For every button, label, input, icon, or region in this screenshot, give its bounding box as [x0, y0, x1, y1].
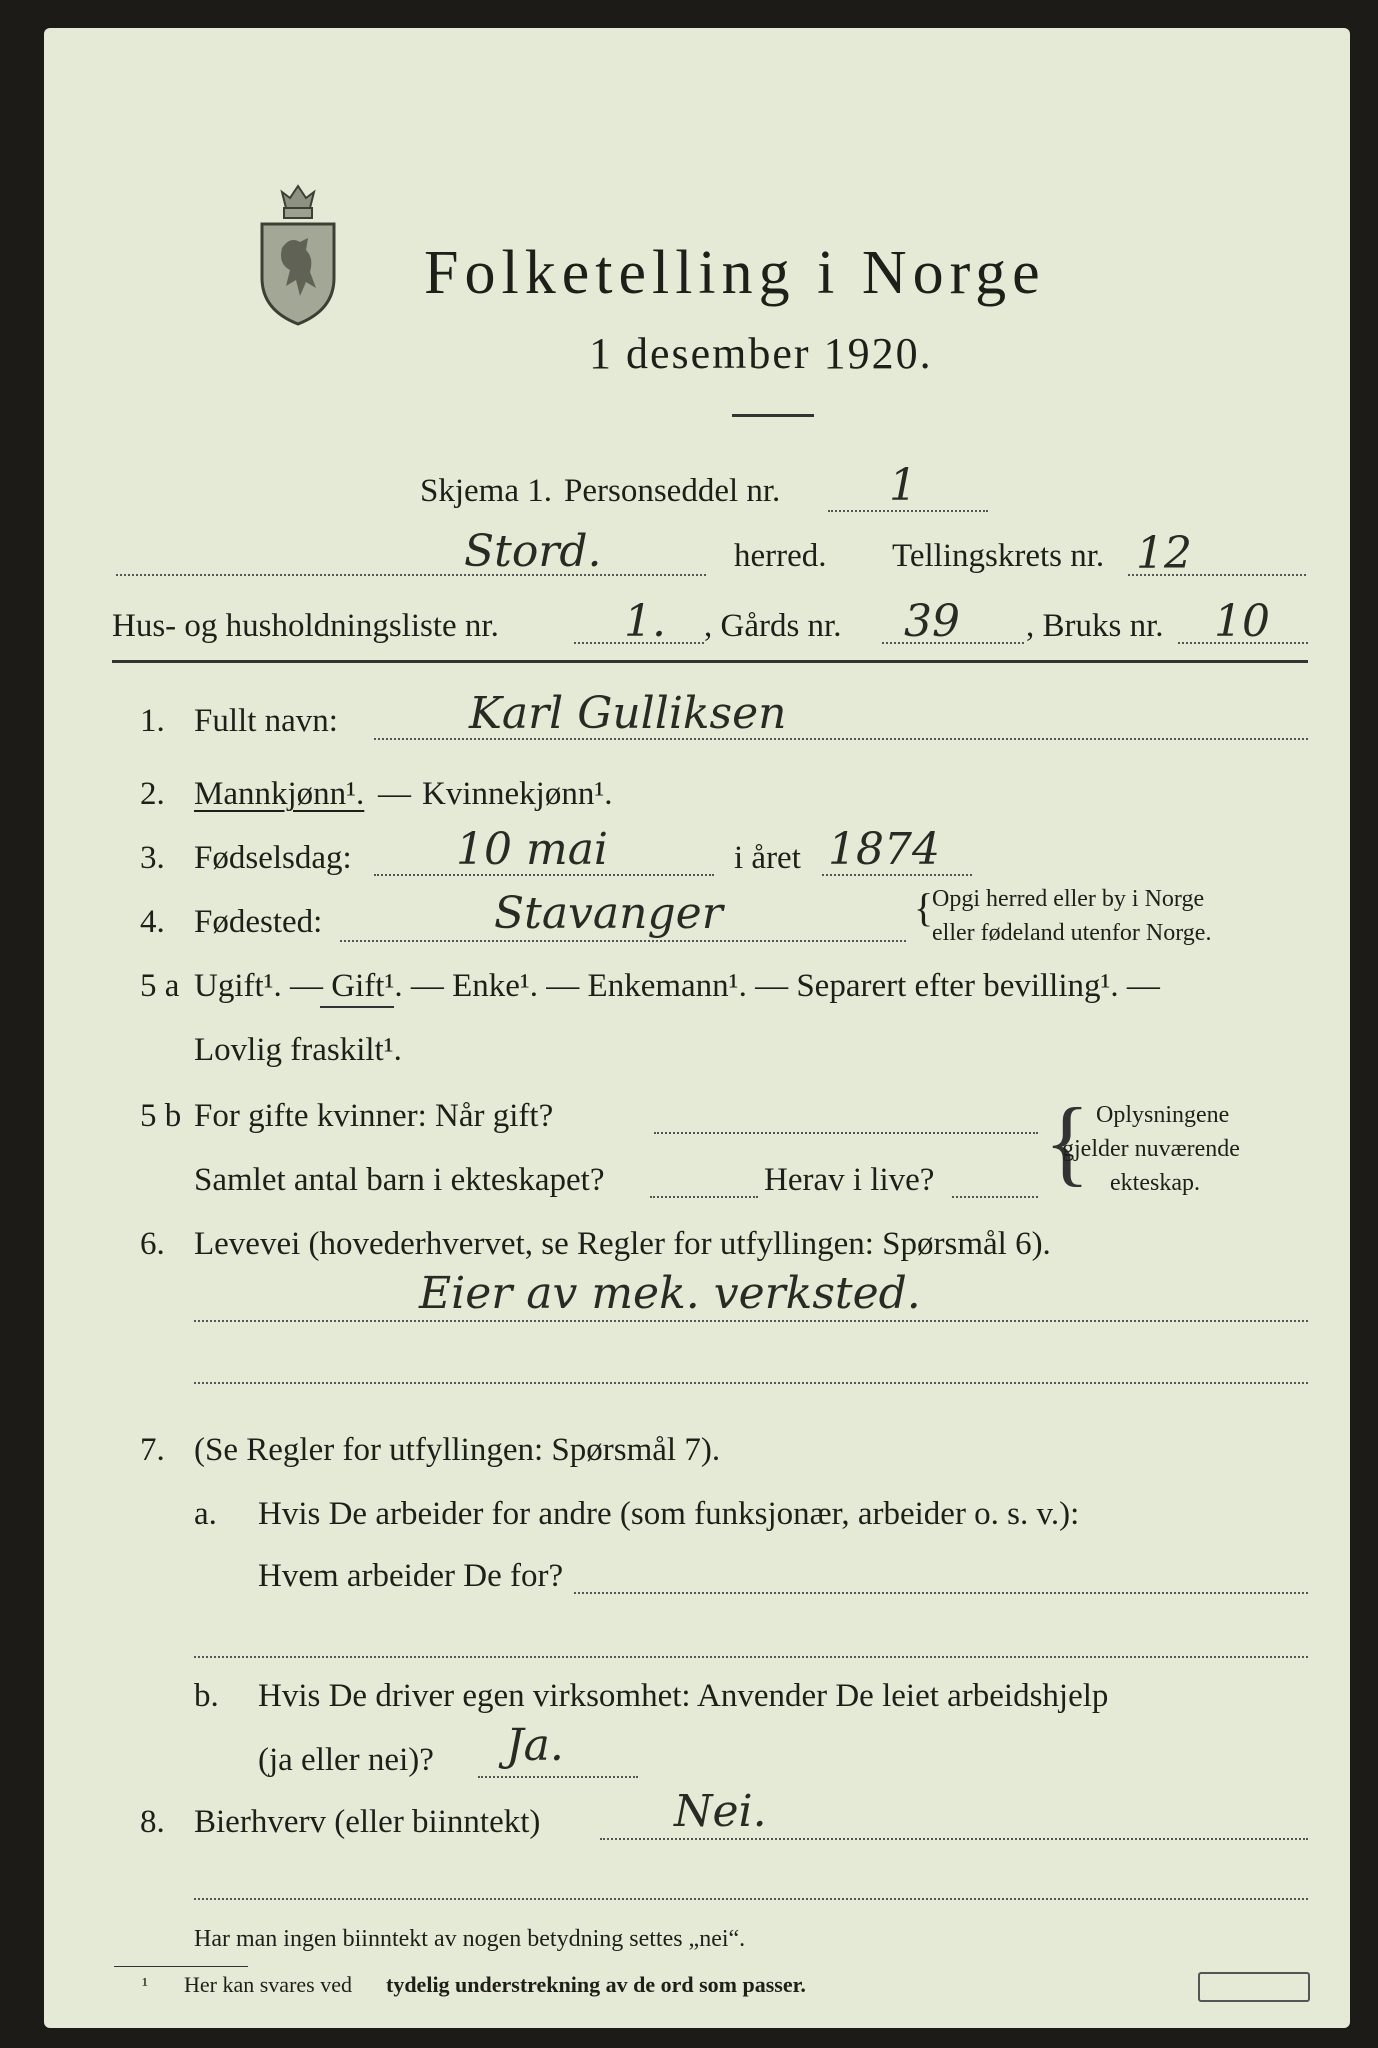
q7-number: 7.: [140, 1432, 165, 1468]
employer-field-2[interactable]: [194, 1656, 1308, 1658]
birthday-value: 10 mai: [456, 824, 609, 875]
herred-field[interactable]: [116, 574, 706, 576]
footer-note: Har man ingen biinntekt av nogen betydning settes „nei“.: [194, 1926, 746, 1952]
gards-value: 39: [904, 596, 960, 647]
printer-stamp: [1198, 1972, 1310, 2002]
census-form-sheet: [44, 28, 1350, 2028]
married-when-field[interactable]: [654, 1132, 1038, 1134]
children-alive-field[interactable]: [952, 1196, 1038, 1198]
side-income-field-2[interactable]: [194, 1898, 1308, 1900]
footnote-text: Her kan svares ved: [184, 1972, 352, 1997]
marriage-note-line3: ekteskap.: [1110, 1170, 1200, 1196]
skjema-label: Skjema 1.: [420, 473, 552, 509]
q7a-line2: Hvem arbeider De for?: [258, 1558, 564, 1594]
q4-label: Fødested:: [194, 904, 323, 940]
footnote-divider: [114, 1966, 248, 1967]
herred-value: Stord.: [464, 526, 602, 577]
herred-label: herred.: [734, 538, 827, 574]
q6-label: Levevei (hovederhvervet, se Regler for utfyllingen: Spørsmål 6).: [194, 1226, 1051, 1262]
q5a-number: 5 a: [140, 968, 180, 1004]
q7a-line1: Hvis De arbeider for andre (som funksjonær, arbeider o. s. v.):: [258, 1496, 1080, 1532]
marital-status-options[interactable]: Ugift¹. — Gift¹. — Enke¹. — Enkemann¹. — Separert efter bevilling¹. —: [194, 968, 1160, 1004]
q4-number: 4.: [140, 904, 165, 940]
birthplace-note-line2: eller fødeland utenfor Norge.: [932, 920, 1212, 946]
q7a-letter: a.: [194, 1496, 217, 1532]
year-label: i året: [734, 840, 801, 876]
tellingskrets-value: 12: [1136, 528, 1192, 579]
q7b-line1: Hvis De driver egen virksomhet: Anvender De leiet arbeidshjelp: [258, 1678, 1109, 1714]
q7b-letter: b.: [194, 1678, 219, 1714]
gender-male-option[interactable]: Mannkjønn¹.: [194, 776, 365, 812]
birth-year-value: 1874: [828, 824, 940, 875]
q5b-number: 5 b: [140, 1098, 182, 1134]
marriage-note-brace: {: [1044, 1088, 1091, 1195]
tellingskrets-label: Tellingskrets nr.: [892, 538, 1105, 574]
hired-help-field[interactable]: [478, 1776, 638, 1778]
q3-number: 3.: [140, 840, 165, 876]
gift-underline: [320, 1006, 394, 1008]
children-count-field[interactable]: [650, 1196, 758, 1198]
bruks-value: 10: [1214, 596, 1270, 647]
birthplace-value: Stavanger: [494, 888, 723, 939]
hired-help-value: Ja.: [506, 1720, 564, 1771]
q2-number: 2.: [140, 776, 165, 812]
q6-number: 6.: [140, 1226, 165, 1262]
side-income-field[interactable]: [600, 1838, 1308, 1840]
hus-value: 1.: [624, 596, 666, 647]
q1-label: Fullt navn:: [194, 703, 338, 739]
q5b-line1: For gifte kvinner: Når gift?: [194, 1098, 554, 1134]
occupation-field[interactable]: [194, 1320, 1308, 1322]
birthplace-note-brace: {: [914, 885, 934, 930]
hus-label: Hus- og husholdningsliste nr.: [112, 608, 499, 644]
q8-number: 8.: [140, 1804, 165, 1840]
q7b-line2: (ja eller nei)?: [258, 1742, 434, 1778]
q7-label: (Se Regler for utfyllingen: Spørsmål 7).: [194, 1432, 721, 1468]
full-name-value: Karl Gulliksen: [469, 688, 787, 739]
form-date: 1 desember 1920.: [589, 329, 933, 378]
gender-female-option[interactable]: Kvinnekjønn¹.: [422, 776, 613, 812]
gards-label: , Gårds nr.: [704, 608, 842, 644]
footnote-mark: ¹: [142, 1974, 148, 1996]
q1-number: 1.: [140, 703, 165, 739]
personseddel-value: 1: [889, 460, 917, 511]
birthplace-note-line1: Opgi herred eller by i Norge: [932, 886, 1205, 912]
form-title: Folketelling i Norge: [424, 239, 1046, 307]
bruks-label: , Bruks nr.: [1026, 608, 1164, 644]
occupation-value: Eier av mek. verksted.: [419, 1268, 921, 1319]
q5b-children-label: Samlet antal barn i ekteskapet?: [194, 1162, 605, 1198]
marriage-note-line2: gjelder nuværende: [1062, 1136, 1240, 1162]
footnote-bold-text: tydelig understrekning av de ord som passer.: [386, 1972, 806, 1997]
q5b-alive-label: Herav i live?: [764, 1162, 935, 1198]
personseddel-label: Personseddel nr.: [564, 473, 781, 509]
marital-status-divorced[interactable]: Lovlig fraskilt¹.: [194, 1032, 402, 1068]
q8-label: Bierhverv (eller biinntekt): [194, 1804, 541, 1840]
occupation-field-2[interactable]: [194, 1382, 1308, 1384]
side-income-value: Nei.: [674, 1786, 767, 1837]
coat-of-arms-icon: [256, 178, 340, 328]
employer-field[interactable]: [574, 1592, 1308, 1594]
birthplace-field[interactable]: [340, 940, 906, 942]
header-divider: [112, 660, 1308, 663]
q2-separator: —: [378, 776, 411, 812]
q3-label: Fødselsdag:: [194, 840, 352, 876]
marriage-note-line1: Oplysningene: [1096, 1102, 1230, 1128]
title-divider: [732, 414, 814, 417]
